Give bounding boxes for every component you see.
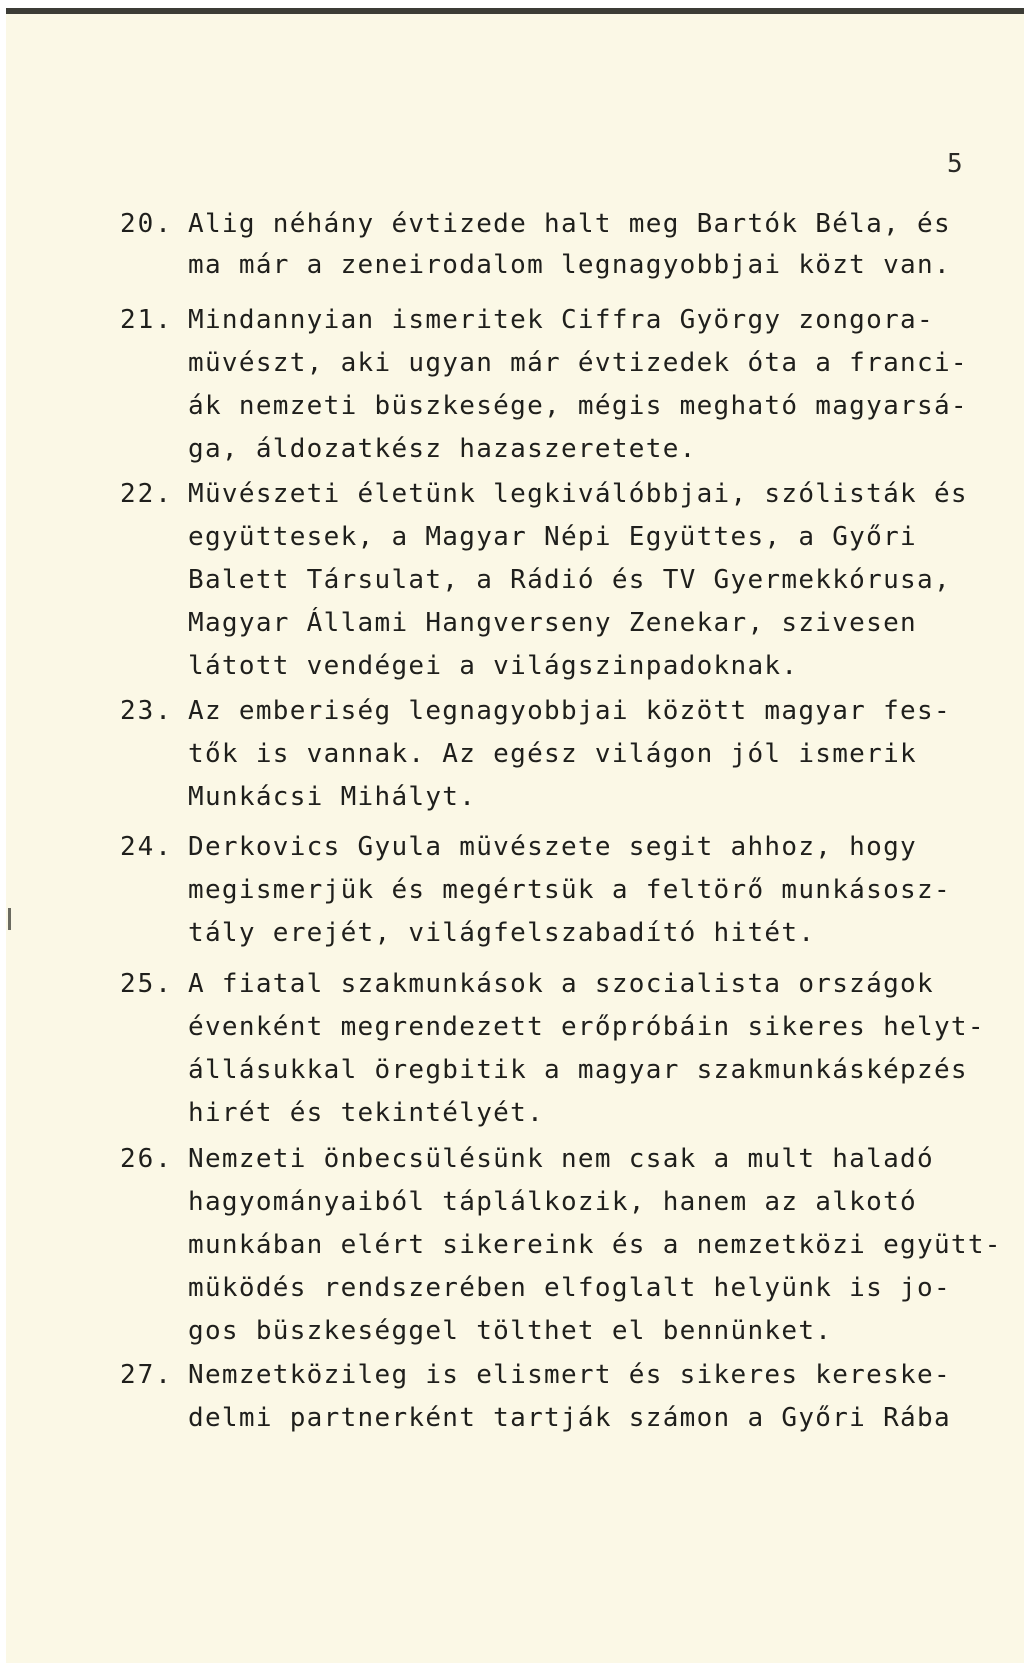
scanned-page bbox=[6, 8, 1024, 1663]
text-line: Nemzeti önbecsülésünk nem csak a mult haladó bbox=[188, 1144, 934, 1174]
margin-speck bbox=[8, 908, 11, 930]
text-line: delmi partnerként tartják számon a Győri Rába bbox=[188, 1403, 951, 1433]
item-text bbox=[188, 299, 1018, 471]
text-line: gos büszkeséggel tölthet el bennünket. bbox=[188, 1316, 833, 1346]
item-number: 21. bbox=[120, 305, 173, 335]
text-line: együttesek, a Magyar Népi Együttes, a Győri bbox=[188, 522, 917, 552]
text-line: müködés rendszerében elfoglalt helyünk is jo- bbox=[188, 1273, 951, 1303]
top-edge-line bbox=[6, 8, 1024, 14]
item-text bbox=[188, 826, 1018, 955]
text-line: megismerjük és megértsük a feltörő munkásosz- bbox=[188, 875, 951, 905]
item-text bbox=[188, 963, 1018, 1135]
text-line: állásukkal öregbitik a magyar szakmunkásképzés bbox=[188, 1055, 968, 1085]
text-line: Munkácsi Mihályt. bbox=[188, 782, 477, 812]
text-line: ák nemzeti büszkesége, mégis megható magyarsá- bbox=[188, 391, 968, 421]
text-line: Müvészeti életünk legkiválóbbjai, szólisták és bbox=[188, 479, 968, 509]
item-text bbox=[188, 690, 1018, 819]
item-number: 22. bbox=[120, 479, 173, 509]
text-line: Magyar Állami Hangverseny Zenekar, szivesen bbox=[188, 608, 917, 638]
item-text bbox=[188, 203, 1018, 287]
text-line: Nemzetközileg is elismert és sikeres kereske- bbox=[188, 1360, 951, 1390]
text-line: müvészt, aki ugyan már évtizedek óta a franci- bbox=[188, 348, 968, 378]
text-line: A fiatal szakmunkások a szocialista országok bbox=[188, 969, 934, 999]
text-line: ga, áldozatkész hazaszeretete. bbox=[188, 434, 697, 464]
text-line: Az emberiség legnagyobbjai között magyar fes- bbox=[188, 696, 951, 726]
text-line: Mindannyian ismeritek Ciffra György zongora- bbox=[188, 305, 934, 335]
item-text bbox=[188, 1138, 1018, 1353]
text-line: Derkovics Gyula müvészete segit ahhoz, hogy bbox=[188, 832, 917, 862]
text-line: Alig néhány évtizede halt meg Bartók Béla, és bbox=[188, 209, 951, 239]
item-text bbox=[188, 1354, 1018, 1440]
item-number: 23. bbox=[120, 696, 173, 726]
text-line: látott vendégei a világszinpadoknak. bbox=[188, 651, 799, 681]
item-number: 26. bbox=[120, 1144, 173, 1174]
item-number: 25. bbox=[120, 969, 173, 999]
text-line: munkában elért sikereink és a nemzetközi együtt- bbox=[188, 1230, 1002, 1260]
text-line: hagyományaiból táplálkozik, hanem az alkotó bbox=[188, 1187, 917, 1217]
item-number: 20. bbox=[120, 209, 173, 239]
item-number: 24. bbox=[120, 832, 173, 862]
text-line: Balett Társulat, a Rádió és TV Gyermekkórusa, bbox=[188, 565, 951, 595]
page-number: 5 bbox=[947, 149, 963, 179]
text-line: ma már a zeneirodalom legnagyobbjai közt van. bbox=[188, 250, 951, 280]
text-line: tály erejét, világfelszabadító hitét. bbox=[188, 918, 816, 948]
item-number: 27. bbox=[120, 1360, 173, 1390]
item-text bbox=[188, 473, 1018, 688]
text-line: hirét és tekintélyét. bbox=[188, 1098, 545, 1128]
text-line: tők is vannak. Az egész világon jól ismerik bbox=[188, 739, 917, 769]
text-line: évenként megrendezett erőpróbáin sikeres helyt- bbox=[188, 1012, 985, 1042]
